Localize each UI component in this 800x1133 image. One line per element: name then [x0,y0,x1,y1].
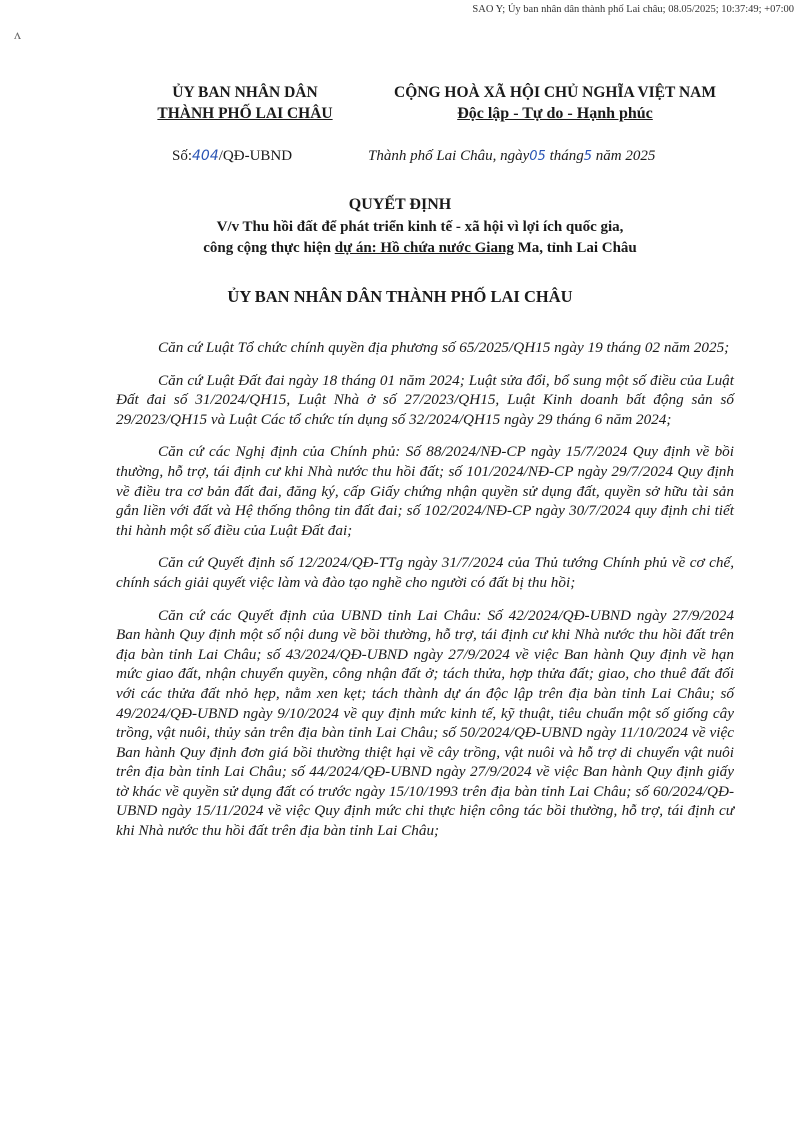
paragraph: Căn cứ Luật Tổ chức chính quyền địa phương số 65/2025/QH15 ngày 19 tháng 02 năm 2025; [158,339,730,356]
docno-handwritten: 404 [192,148,219,164]
authority-line2: THÀNH PHỐ LAI CHÂU [157,105,333,122]
legal-basis [116,338,734,854]
subject-line2-c: Ma, tỉnh Lai Châu [513,240,637,256]
document-number [172,148,292,165]
place-and-date [368,148,768,165]
paragraph: Căn cứ các Quyết định của UBND tỉnh Lai Châu: Số 42/2024/QĐ-UBND ngày 27/9/2024 Ban hành Quy định một số nội dung về bồi thường, hỗ trợ, tái định cư khi Nhà nước thu hồi đất trên địa bàn tỉnh Lai Châu; số 43/2024/QĐ-UBND ngày 27/9/2024 về việc Ban hành Quy định về hạn mức giao đất, nhận chuyển quyền, công nhận đất ở; tách thửa, hợp thửa đất; giao, cho thuê đất đối với các thửa đất nhỏ hẹp, nằm xen kẹt; tách thành dự án độc lập trên địa bàn tỉnh Lai Châu; số 49/2024/QĐ-UBND ngày 9/10/2024 về quy định mức kinh tế, kỹ thuật, tiêu chuẩn một số giống cây trồng, vật nuôi, thủy sản trên địa bàn tỉnh Lai Châu; số 50/2024/QĐ-UBND ngày 11/10/2024 về việc Ban hành Quy định đơn giá bồi thường thiệt hại về cây trồng, vật nuôi và hỗ trợ di chuyển vật nuôi trên địa bàn tỉnh Lai Châu; số 44/2024/QĐ-UBND ngày 27/9/2024 về việc Ban hành Quy định giấy tờ khác về quyền sử dụng đất có trước ngày 15/10/1993 trên địa bàn tỉnh Lai Châu; số 60/2024/QĐ-UBND ngày 15/11/2024 về việc Quy định mức chi thực hiện công tác bồi thường, hỗ trợ, tái định cư khi Nhà nước thu hồi đất trên địa bàn tỉnh Lai Châu; [116,606,734,840]
issuing-authority [120,82,370,124]
corner-mark: ʌ [14,28,21,43]
subject-line1: V/v Thu hồi đất để phát triển kinh tế - xã hội vì lợi ích quốc gia, [216,219,624,235]
subject-line2 [120,238,720,259]
digital-copy-stamp: SAO Y; Ủy ban nhân dân thành phố Lai châu; 08.05/2025; 10:37:49; +07:00 [472,4,794,15]
subject-line2-a: công cộng thực hiện [203,240,335,256]
date-month: 5 [583,149,593,164]
date-day: 05 [529,149,546,164]
date-text-3: năm 2025 [592,148,656,164]
docno-suffix: /QĐ-UBND [218,148,293,164]
paragraph: Căn cứ Quyết định số 12/2024/QĐ-TTg ngày 31/7/2024 của Thủ tướng Chính phủ về cơ chế, chính sách giải quyết việc làm và đào tạo nghề cho người có đất bị thu hồi; [116,554,734,591]
paragraph: Căn cứ Luật Đất đai ngày 18 tháng 01 năm 2024; Luật sửa đổi, bổ sung một số điều của Luật Đất đai số 31/2024/QH15, Luật Nhà ở số 27/2023/QH15, Luật Kinh doanh bất động sản số 29/2023/QH15 và Luật Các tổ chức tín dụng số 32/2024/QH15 ngày 29 tháng 6 năm 2024; [116,371,734,428]
paragraph: Căn cứ các Nghị định của Chính phủ: Số 88/2024/NĐ-CP ngày 15/7/2024 Quy định về bồi thường, hỗ trợ, tái định cư khi Nhà nước thu hồi đất; số 101/2024/NĐ-CP ngày 29/7/2024 Quy định về điều tra cơ bản đất đai, đăng ký, cấp Giấy chứng nhận quyền sử dụng đất, quyền sở hữu tài sản gắn liền với đất và Hệ thống thông tin đất đai; số 102/2024/NĐ-CP ngày 30/7/2024 quy định chi tiết thi hành một số điều của Luật Đất đai; [116,443,734,539]
motto: Độc lập - Tự do - Hạnh phúc [457,105,653,122]
authority-line1: ỦY BAN NHÂN DÂN [172,84,318,101]
subject-line2-b: dự án: Hồ chứa nước Giang [334,240,514,256]
issuer-heading: ỦY BAN NHÂN DÂN THÀNH PHỐ LAI CHÂU [227,287,573,306]
country-name: CỘNG HOÀ XÃ HỘI CHỦ NGHĨA VIỆT NAM [394,84,716,101]
document-subject [120,217,720,259]
national-motto [360,82,750,124]
date-text-1: Thành phố Lai Châu, ngày [368,148,530,164]
docno-prefix: Số: [172,148,193,164]
document-title: QUYẾT ĐỊNH [348,196,452,213]
date-text-2: tháng [545,148,584,164]
